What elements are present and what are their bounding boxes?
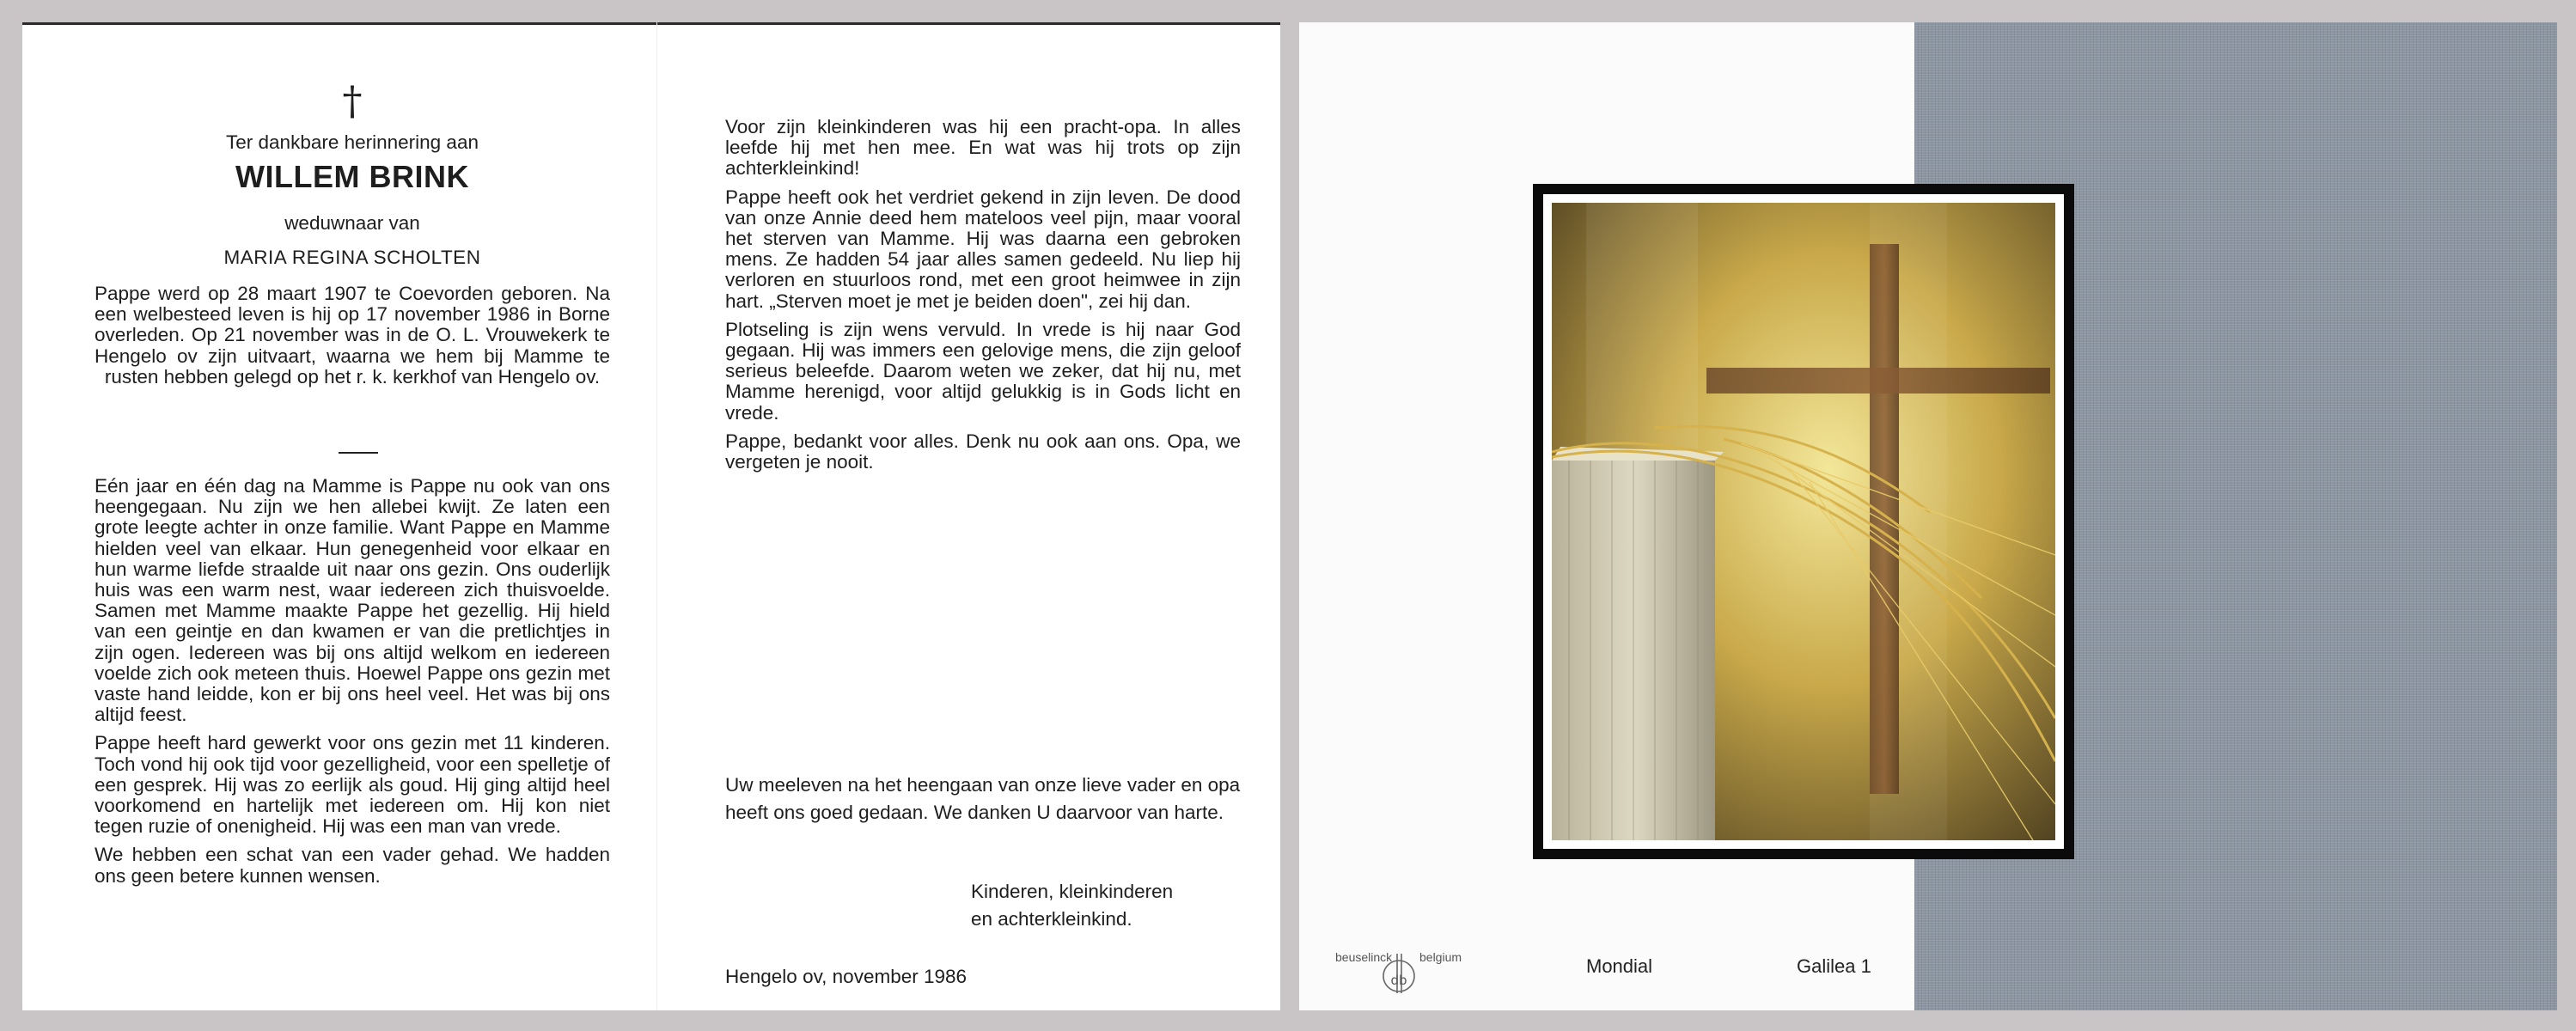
publisher-name: beuselinck bbox=[1335, 950, 1393, 964]
publisher-monogram: db bbox=[1390, 973, 1407, 988]
memoir-paragraph: Plotseling is zijn wens vervuld. In vrede is hij naar God gegaan. Hij was immers een gelovige mens, die zijn geloof serieus beleefde. Daarom weten we zeker, dat hij nu, met Mamme herenigd, voor altijd gelukkig is in Gods licht en vrede. bbox=[725, 318, 1241, 424]
top-edge-line bbox=[22, 22, 1280, 25]
cross-wheat-book-photo-icon bbox=[1552, 203, 2055, 840]
right-column bbox=[725, 117, 1241, 480]
thanks-text: Uw meeleven na het heengaan van onze lieve vader en opa heeft ons goed gedaan. We danken U daarvoor van harte. bbox=[725, 774, 1241, 823]
deceased-name: WILLEM BRINK bbox=[235, 159, 469, 194]
bio-paragraph: Pappe werd op 28 maart 1907 te Coevorden geboren. Na een welbesteed leven is hij op 17 november 1986 in Borne overleden. Op 21 november was in de O. L. Vrouwekerk te Hengelo ov zijn uitvaart, waarna we hem bij Mamme te rusten hebben gelegd op het r. k. kerkhof van Hengelo ov. bbox=[95, 283, 610, 387]
photo-frame bbox=[1533, 184, 2074, 859]
memoir-text bbox=[95, 476, 610, 894]
model-label: Galilea 1 bbox=[1797, 955, 1871, 977]
relation-text: weduwnaar van bbox=[284, 212, 420, 234]
fold-line bbox=[656, 22, 657, 1010]
signature-line: en achterkleinkind. bbox=[971, 908, 1132, 930]
memoir-paragraph: Eén jaar en één dag na Mamme is Pappe nu ook van ons heengegaan. Nu zijn we hen allebei kwijt. Ze laten een grote leegte achter in onze familie. Want Pappe en Mamme hielden veel van elkaar. Hun genegenheid voor elkaar en hun warme liefde straalde uit naar ons gezin. Ons ouderlijk huis was een warm nest, waar iedereen zich thuisvoelde. Samen met Mamme maakte Pappe het gezellig. Hij hield van een geintje en dan kwamen er van die pretlichtjes in zijn ogen. Iedereen was bij ons altijd welkom en iedereen voelde zich ook meteen thuis. Hoewel Pappe ons gezin met vaste hand leidde, kon er bij ons heel veel. Het was bij ons altijd feest. bbox=[95, 475, 610, 726]
spouse-name: MARIA REGINA SCHOLTEN bbox=[223, 247, 481, 268]
memoir-paragraph: Voor zijn kleinkinderen was hij een pracht-opa. In alles leefde hij met hen mee. En wat was hij trots op zijn achterkleinkind! bbox=[725, 116, 1241, 180]
publisher-country: belgium bbox=[1419, 950, 1462, 964]
memoir-paragraph: Pappe heeft hard gewerkt voor ons gezin met 11 kinderen. Toch vond hij ook tijd voor gezelligheid, voor een spelletje of een gesprek. Hij was zo eerlijk als goud. Hij ging altijd heel voorkomend en hartelijk met iedereen om. Hij kon niet tegen ruzie of onenigheid. Hij was een man van vrede. bbox=[95, 732, 610, 838]
memoir-paragraph: Pappe, bedankt voor alles. Denk nu ook aan ons. Opa, we vergeten je nooit. bbox=[725, 430, 1241, 473]
section-divider bbox=[339, 452, 378, 454]
intro-text: Ter dankbare herinnering aan bbox=[226, 131, 479, 153]
place-date: Hengelo ov, november 1986 bbox=[725, 966, 968, 987]
publisher-logo bbox=[1335, 947, 1464, 998]
cross-icon: † bbox=[342, 77, 363, 124]
series-label: Mondial bbox=[1586, 955, 1653, 977]
photo-mat bbox=[1543, 194, 2064, 849]
signature-line: Kinderen, kleinkinderen bbox=[971, 881, 1174, 902]
signature bbox=[971, 878, 1280, 933]
memoir-paragraph: Pappe heeft ook het verdriet gekend in zijn leven. De dood van onze Annie deed hem mateloos veel pijn, maar vooral het sterven van Mamme. Hij was daarna een gebroken mens. Ze hadden 54 jaar alles samen gedeeld. Nu liep hij verloren en stuurloos rond, met een groot heimwee in zijn hart. „Sterven moet je met je beiden doen", zei hij dan. bbox=[725, 186, 1241, 312]
memoir-paragraph: We hebben een schat van een vader gehad. We hadden ons geen betere kunnen wensen. bbox=[95, 844, 610, 887]
card-inside-spread bbox=[22, 22, 1280, 1010]
publisher-monogram-icon bbox=[1373, 945, 1425, 997]
